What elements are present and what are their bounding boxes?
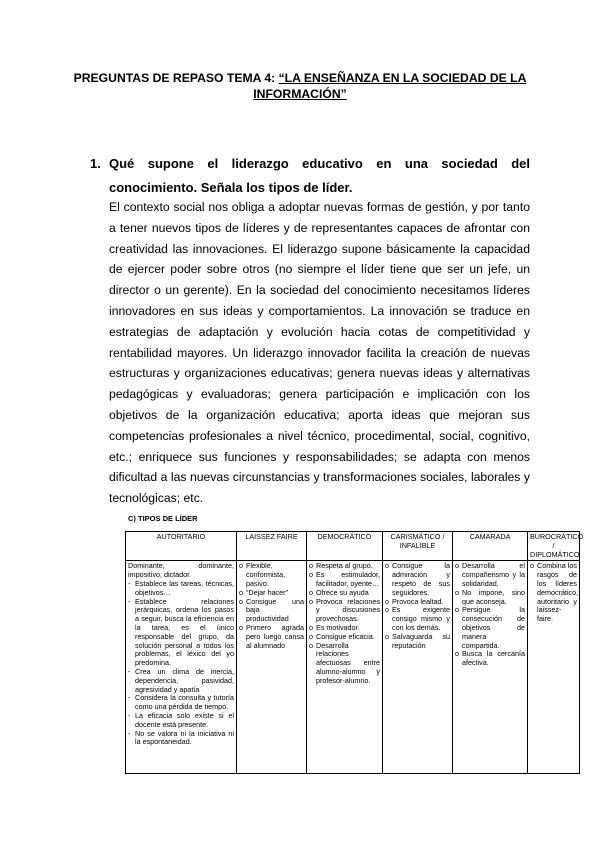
col-header-autoritario: AUTORITARIO: [126, 532, 237, 561]
list-item: o Es exigente consigo mismo y con los demás.: [385, 606, 450, 632]
question-text: Qué supone el liderazgo educativo en una sociedad del conocimiento. Señala los tipos de líder.: [109, 156, 530, 195]
list-item: o Ofrece su ayuda: [309, 589, 380, 598]
list-item: o No impone, sino que aconseja.: [455, 589, 525, 607]
title-prefix: PREGUNTAS DE REPASO TEMA 4:: [73, 71, 279, 85]
list-item: o Consigue eficacia.: [309, 633, 380, 642]
cell-carismatico: [383, 561, 453, 774]
list-item: o Provoca relaciones y discusiones provechosas.: [309, 598, 380, 624]
col-header-camarada: CAMARADA: [453, 532, 528, 561]
table-label: C) TIPOS DE LÍDER: [128, 514, 198, 523]
cell-laissez-faire: [237, 561, 307, 774]
list-item: o Consigue una baja productividad: [239, 598, 304, 624]
list-item: o Es motivador.: [309, 624, 380, 633]
table-header-row: [126, 532, 580, 561]
list-item: o Desarrolla el compañerismo y la solidaridad.: [455, 562, 525, 588]
list-item: - Establece las tareas, técnicas, objetivos…: [128, 580, 234, 598]
title-quoted: “LA ENSEÑANZA EN LA SOCIEDAD DE LA INFORMACIÓN”: [253, 71, 527, 101]
list-item: o Combina los rasgos de los líderes democrático, autoritario y laissez-faire.: [530, 562, 577, 624]
cell-camarada: [453, 561, 528, 774]
list-item: o Persigue la consecución de objetivos de manera compartida.: [455, 606, 525, 650]
answer-paragraph: El contexto social nos obliga a adoptar nuevas formas de gestión, y por tanto a tener nuevos tipos de líderes y de representantes capaces de afrontar con creatividad las innovaciones. El liderazgo supone básicamente la capacidad de ejercer poder sobre otros (no siempre el líder tiene que ser un jefe, un director o un gerente). En la sociedad del conocimiento necesitamos líderes innovadores en sus ideas y comportamientos. La innovación se traduce en estrategias de adaptación y evolución hacia cotas de competitividad y rentabilidad mayores. Un liderazgo innovador facilita la creación de nuevas estructuras y organizaciones educativas; genera nuevas ideas y alternativas pedagógicas y evaluadoras; genera participación e implicación con los objetivos de la organización educativa; aporta ideas que mejoran sus competencias profesionales a nivel técnico, procedimental, social, cognitivo, etc.; enriquece sus funciones y responsabilidades; se adapta con menos dificultad a las nuevas circunstancias y transformaciones sociales, laborales y tecnológicas; etc.: [109, 200, 530, 506]
question-1: [90, 152, 530, 200]
cell-democratico: [307, 561, 383, 774]
cell-autoritario: [126, 561, 237, 774]
col-header-democratico: DEMOCRÁTICO: [307, 532, 383, 561]
list-item: - Crea un clima de inercia, dependencia, pasividad, agresividad y apatía: [128, 668, 234, 694]
list-item: o Busca la cercanía afectiva.: [455, 650, 525, 668]
autoritario-intro: Dominante, dominante, impositivo, dictador.: [128, 561, 234, 580]
list-item: o Consigue la admiración y respeto de sus seguidores.: [385, 562, 450, 597]
page-title: [60, 70, 540, 102]
col-header-laissez-faire: LAISSEZ FAIRE: [237, 532, 307, 561]
list-item: o Salvaguarda su reputación: [385, 633, 450, 651]
table-row: [126, 561, 580, 774]
question-number: 1.: [90, 156, 101, 171]
list-item: o “Dejar hacer”: [239, 589, 304, 598]
list-item: o Primero agrada pero luego cansa al alumnado: [239, 624, 304, 650]
cell-burocratico: [528, 561, 580, 774]
list-item: - No se valora ni la iniciativa ni la espontaneidad.: [128, 730, 234, 748]
list-item: o Provoca lealtad.: [385, 598, 450, 607]
leader-types-table: [125, 531, 584, 774]
list-item: - Establece relaciones jerárquicas, ordena los pasos a seguir, busca la eficiencia en la tarea, es el único responsable del grupo, da solución personal a todos los problemas, el léxico del yo predomina.: [128, 598, 234, 668]
list-item: o Desarrolla relaciones afectuosas entre alumno-alumno y profesor-alumno.: [309, 642, 380, 686]
list-item: o Respeta al grupo.: [309, 562, 380, 571]
list-item: - La eficacia solo existe si el docente está presente.: [128, 712, 234, 730]
list-item: o Flexible, conformista, pasivo.: [239, 562, 304, 588]
col-header-carismatico: CARISMÁTICO / INFALIBLE: [383, 532, 453, 561]
list-item: - Considera la consulta y tutoría como una pérdida de tiempo.: [128, 694, 234, 712]
col-header-burocratico: BUROCRÁTICO / DIPLOMÁTICO: [528, 532, 580, 561]
list-item: o Es estimulador, facilitador, oyente…: [309, 571, 380, 589]
